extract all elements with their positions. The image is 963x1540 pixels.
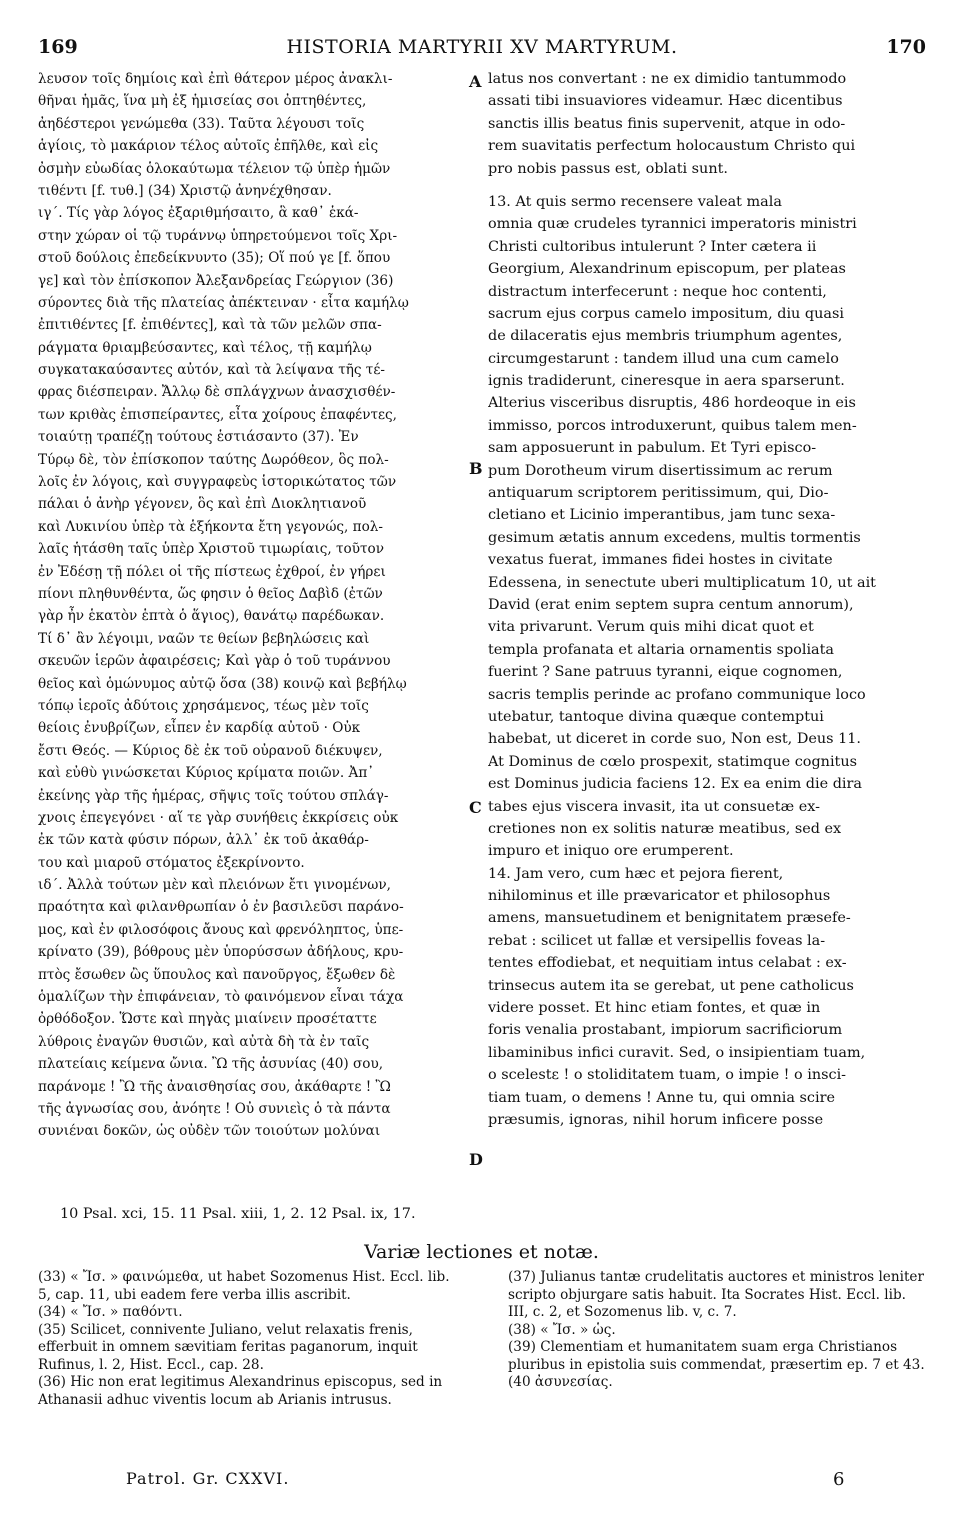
notes-right-column: [508, 1269, 928, 1392]
text-line: Τί δ᾽ ἂν λέγοιμι, ναῶν τε θείων βεβηλώσεις καὶ: [38, 630, 370, 647]
text-line: ράγματα θριαμβεύσαντες, καὶ τέλος, τῇ καμήλῳ: [38, 339, 372, 356]
text-line: ἀηδέστεροι γενώμεθα (33). Ταῦτα λέγουσι τοῖς: [38, 115, 365, 132]
text-line: foris venalia prostabant, impiorum sacrificiorum: [488, 1022, 843, 1039]
text-line: sam apposuerunt in pabulum. Et Tyri episco-: [488, 440, 817, 457]
text-line: pum Dorotheum virum disertissimum ac rerum: [488, 462, 833, 479]
page-number-left: 169: [38, 36, 78, 58]
note-item: (40 ἀσυνεσίας.: [508, 1374, 613, 1390]
text-line: Edessena, in senectute uberi multiplicatum 10, ut ait: [488, 574, 876, 591]
note-item: (38) « Ἴσ. » ὡς.: [508, 1321, 616, 1338]
text-line: τιθέντι [f. τυθ.] (34) Χριστῷ ἀνηνέχθησαν.: [38, 182, 332, 199]
text-line: τόπῳ ἱεροῖς ἀδύτοις χρησάμενος, τέως μὲν τοῖς: [38, 697, 369, 714]
text-line: καὶ Λυκινίου ὑπὲρ τὰ ἑξήκοντα ἔτη γεγονώς, πολ-: [38, 518, 384, 535]
text-line: πραότητα καὶ φιλανθρωπίαν ὁ ἐν βασιλεῦσι παράνο-: [38, 899, 404, 916]
margin-letter-a: A: [469, 72, 482, 91]
text-line: cretiones non ex solitis naturæ meatibus, sed ex: [488, 820, 842, 837]
text-line: sanctis illis beatus finis supervenit, atque in odo-: [488, 115, 846, 132]
text-line: λαῖς ἡτάσθη ταῖς ὑπὲρ Χριστοῦ τιμωρίαις, τοῦτον: [38, 541, 384, 558]
text-line: Τύρῳ δὲ, τὸν ἐπίσκοπον ταύτης Δωρόθεον, ὃς πολ-: [38, 451, 389, 468]
text-line: nihilominus et ille prævaricator et philosophus: [488, 888, 831, 905]
text-line: πτὸς ἔσωθεν ὢς ὕπουλος καὶ πανοῦργος, ἔξωθεν δὲ: [38, 966, 396, 983]
text-line: συνιέναι δοκῶν, ὡς οὐδὲν τῶν τοιούτων μολύναι: [38, 1123, 381, 1140]
text-line: θείοις ἐνυβρίζων, εἶπεν ἐν καρδίᾳ αὐτοῦ · Οὐκ: [38, 720, 361, 737]
text-line: τῆς ἀγνωσίας σου, ἀνόητε ! Οὐ συνιεὶς ὁ τὰ πάντα: [38, 1100, 391, 1117]
note-item: (37) Julianus tantæ crudelitatis auctores et ministros leniter scripto objurgare satis habuit. Ita Socrates Hist. Eccl. lib. III, c. 2, et Sozomenus lib. v, c. 7.: [508, 1269, 924, 1320]
text-line: omnia quæ crudeles tyrannici imperatoris ministri: [488, 216, 857, 233]
margin-letter-b: B: [469, 459, 483, 478]
text-line: sacrum ejus corpus camelo impositum, diu quasi: [488, 305, 844, 322]
text-line: ἔστι Θεός. — Κύριος δὲ ἐκ τοῦ οὐρανοῦ διέκυψεν,: [38, 742, 383, 759]
text-line: o scelestε ! o stoliditatem tuam, o impie ! o insci-: [488, 1067, 847, 1084]
text-line: David (erat enim septem supra centum annorum),: [488, 596, 854, 613]
text-line: gesimum ætatis annum excedens, multis tormentis: [488, 529, 861, 546]
text-line: ἐν Ἐδέσῃ τῇ πόλει οἱ τῆς πίστεως ἐχθροί, ἐν γήρει: [38, 563, 386, 580]
text-line: ἁγίοις, τὸ μακάριον τέλος αὐτοῖς ἐπῆλθε, καὶ εἰς: [38, 138, 379, 155]
page-number-right: 170: [886, 36, 926, 58]
text-line: πάλαι ὁ ἀνὴρ γέγονεν, ὃς καὶ ἐπὶ Διοκλητιανοῦ: [38, 496, 367, 513]
latin-text-column: [488, 68, 926, 1131]
text-line: pro nobis passus est, oblati sunt.: [488, 160, 728, 177]
text-line: distractum interfecerunt : neque hoc contenti,: [488, 283, 827, 300]
text-line: του καὶ μιαροῦ στόματος ἐξεκρίνοντο.: [38, 854, 305, 871]
variae-lectiones-title: Variæ lectiones et notæ.: [364, 1241, 599, 1263]
text-line: At Dominus de cœlo prospexit, statimque cognitus: [488, 753, 857, 770]
text-line: ἐκείνης γὰρ τῆς ἡμέρας, σῆψις τοῖς τούτου σπλάγ-: [38, 787, 389, 804]
text-line: libaminibus infici curavit. Sed, o insipientiam tuam,: [488, 1044, 866, 1061]
text-line: cletiano et Licinio imperantibus, jam tunc sexa-: [488, 507, 836, 524]
text-line: rebat : scilicet ut fallæ et versipellis foveas la-: [488, 932, 826, 949]
note-item: (39) Clementiam et humanitatem suam erga Christianos pluribus in epistolia suis commendat, præsertim ep. 7 et 43.: [508, 1339, 925, 1373]
text-line: παράνομε ! Ὢ τῆς ἀναισθησίας σου, ἀκάθαρτε ! Ὢ: [38, 1078, 391, 1095]
text-line: πίονι πληθυνθέντα, ὥς φησιν ὁ θεῖος Δαβὶδ (ἐτῶν: [38, 585, 383, 602]
text-line: ιδ΄. Ἀλλὰ τούτων μὲν καὶ πλειόνων ἔτι γινομένων,: [38, 877, 391, 894]
text-line: φρας διέσπειραν. Ἄλλῳ δὲ σπλάγχνων ἀνασχισθέν-: [38, 384, 396, 401]
text-line: circumgestarunt : tandem illud una cum camelo: [488, 350, 839, 367]
text-line: μος, καὶ ἐν φιλοσόφοις ἄνους καὶ φρενόληπτος, ὑπε-: [38, 921, 404, 938]
text-line: στην χώραν οἱ τῷ τυράννῳ ὑπηρετούμενοι τοῖς Χρι-: [38, 227, 398, 244]
text-line: templa profanata et altaria ornamentis spoliata: [488, 641, 834, 658]
text-line: rem suavitatis perfectum holocaustum Christo qui: [488, 138, 856, 155]
text-line: tiam tuam, o demens ! Anne tu, qui omnia scire: [488, 1089, 835, 1106]
text-line: vita privarunt. Verum quis mihi dicat quot et: [488, 619, 814, 636]
text-line: tabes ejus viscera invasit, ita ut consuetæ ex-: [488, 798, 820, 815]
text-line: præsumis, ignoras, nihil horum inficere posse: [488, 1111, 824, 1128]
text-line: θῆναι ἡμᾶς, ἵνα μὴ ἐξ ἡμισείας σοι ὀπτηθέντες,: [38, 93, 367, 110]
text-line: Christi cultoribus intulerunt ? Inter cætera ii: [488, 238, 817, 255]
scripture-footnotes: 10 Psal. xci, 15. 11 Psal. xiii, 1, 2. 12 Psal. ix, 17.: [60, 1206, 416, 1222]
notes-left-column: [38, 1269, 458, 1409]
text-line: antiquarum scriptorem peritissimum, qui, Dio-: [488, 485, 829, 502]
text-line: ὁμαλίζων τὴν ἐπιφάνειαν, τὸ φαινόμενον εἶναι τάχα: [38, 989, 404, 1006]
text-line: habebat, ut diceret in corde suo, Non est, Deus 11.: [488, 731, 861, 748]
text-line: λευσον τοῖς δημίοις καὶ ἐπὶ θάτερον μέρος ἀνακλι-: [38, 71, 393, 87]
text-line: θεῖος καὶ ὁμώνυμος αὐτῷ ὅσα (38) κοινῷ καὶ βεβήλῳ: [38, 675, 407, 692]
text-line: fuerint ? Sane patruus tyranni, eique cognomen,: [488, 664, 843, 681]
text-line: ignis tradiderunt, cineresque in aera sparserunt.: [488, 373, 845, 390]
text-line: ἐκ τῶν κατὰ φύσιν πόρων, ἀλλ᾽ ἐκ τοῦ ἀκαθάρ-: [38, 832, 369, 849]
text-line: Alterius visceribus disruptis, 486 hordeoque in eis: [488, 395, 856, 412]
text-line: 13. At quis sermo recensere valeat mala: [488, 193, 782, 210]
text-line: γε] καὶ τὸν ἐπίσκοπον Ἀλεξανδρείας Γεώργιον (36): [38, 272, 394, 289]
text-line: συγκατακαύσαντες αὐτόν, καὶ τὰ λείψανα τῆς τέ-: [38, 362, 385, 379]
text-line: των κριθὰς ἐπισπείραντες, εἶτα χοίρους ἐπαφέντες,: [38, 406, 397, 423]
margin-letter-d: D: [469, 1150, 483, 1169]
greek-text-column: [38, 68, 476, 1143]
page-header: [38, 34, 926, 60]
note-item: (35) Scilicet, connivente Juliano, velut relaxatis frenis, efferbuit in omnem sævitiam feritas paganorum, inquit Rufinus, l. 2, Hist. Eccl., cap. 28.: [38, 1321, 418, 1373]
text-line: λοῖς ἐν λόγοις, καὶ συγγραφεὺς ἱστορικώτατος τῶν: [38, 474, 397, 491]
text-line: τοιαύτῃ τραπέζῃ τούτους ἑστιάσαντο (37). Ἐν: [38, 429, 359, 446]
margin-letter-c: C: [469, 798, 482, 817]
text-line: λύθροις ἐναγῶν θυσιῶν, καὶ αὐτὰ δὴ τὰ ἐν ταῖς: [38, 1033, 370, 1050]
note-item: (34) « Ἴσ. » παθόντι.: [38, 1304, 183, 1320]
text-line: videre posset. Et hinc etiam fontes, et quæ in: [488, 1000, 821, 1017]
text-line: trinsecus autem ita se gerebat, ut pene catholicus: [488, 977, 854, 994]
text-line: latus nos convertant : ne ex dimidio tantummodo: [488, 71, 847, 87]
text-line: immisso, porcos introduxerunt, quibus talem men-: [488, 417, 857, 434]
text-line: Georgium, Alexandrinum episcopum, per plateas: [488, 261, 846, 278]
text-line: γὰρ ἦν ἑκατὸν ἑπτὰ ὁ ἅγιος), θανάτῳ παρέδωκαν.: [38, 608, 385, 625]
text-line: σύροντες διὰ τῆς πλατείας ἀπέκτειναν · εἶτα καμήλῳ: [38, 294, 409, 311]
text-line: 14. Jam vero, cum hæc et pejora fierent,: [488, 865, 784, 882]
note-item: (33) « Ἴσ. » φαινώμεθα, ut habet Sozomenus Hist. Eccl. lib. 5, cap. 11, ubi eadem fere verba illis ascribit.: [38, 1269, 450, 1303]
text-line: στοῦ δούλοις ἐπεδείκνυντο (35); Οἵ πού γε [f. ὅπου: [38, 250, 391, 267]
text-line: χνοις ἐπεγεγόνει · αἵ τε γὰρ συνήθεις ἐκκρίσεις οὐκ: [38, 809, 399, 826]
text-line: ὀσμὴν εὐωδίας ὁλοκαύτωμα τέλειον τῷ ὑπὲρ ἡμῶν: [38, 160, 391, 177]
text-line: ιγ΄. Τίς γὰρ λόγος ἐξαριθμήσαιτο, ἃ καθ᾽ ἑκά-: [38, 205, 359, 222]
text-line: σκευῶν ἱερῶν ἀφαιρέσεις; Καὶ γὰρ ὁ τοῦ τυράννου: [38, 653, 391, 670]
text-line: tentes effodiebat, et nequitiam intus celabat : ex-: [488, 955, 847, 972]
text-line: de dilaceratis ejus membris triumphum agentes,: [488, 328, 843, 345]
note-item: (36) Hic non erat legitimus Alexandrinus episcopus, sed in Athanasii adhuc viventis locum ab Arianis intrusus.: [38, 1374, 443, 1408]
running-title: HISTORIA MARTYRII XV MARTYRUM.: [286, 36, 678, 58]
text-line: ἐπιτιθέντες [f. ἐπιθέντες], καὶ τὰ τῶν μελῶν σπα-: [38, 317, 382, 334]
text-line: impuro et iniquo ore erumperent.: [488, 843, 734, 860]
text-line: κρίνατο (39), βόθρους μὲν ὑπορύσσων ἀδήλους, κρυ-: [38, 944, 404, 961]
text-line: sacris templis perinde ac profano communique loco: [488, 686, 866, 703]
text-line: amens, mansuetudinem et benignitatem præsefe-: [488, 910, 851, 927]
text-line: ὀρθόδοξον. Ὥστε καὶ πηγὰς μιαίνειν προσέταττε: [38, 1011, 377, 1028]
text-line: assati tibi insuaviores videamur. Hæc dicentibus: [488, 93, 843, 110]
text-line: καὶ εὐθὺ γινώσκεται Κύριος κρίματα ποιῶν. Ἀπ᾽: [38, 765, 375, 782]
text-line: est Dominus judicia faciens 12. Ex ea enim die dira: [488, 776, 862, 793]
signature-number: 6: [833, 1469, 845, 1490]
text-line: vexatus fuerat, immanes fidei hostes in civitate: [488, 552, 833, 569]
text-line: utebatur, tantoque divina quæque contemptui: [488, 708, 824, 725]
signature-mark: Patrol. Gr. CXXVI.: [126, 1469, 290, 1488]
text-line: πλατείαις κείμενα ὤνια. Ὢ τῆς ἀσυνίας (40) σου,: [38, 1056, 384, 1073]
